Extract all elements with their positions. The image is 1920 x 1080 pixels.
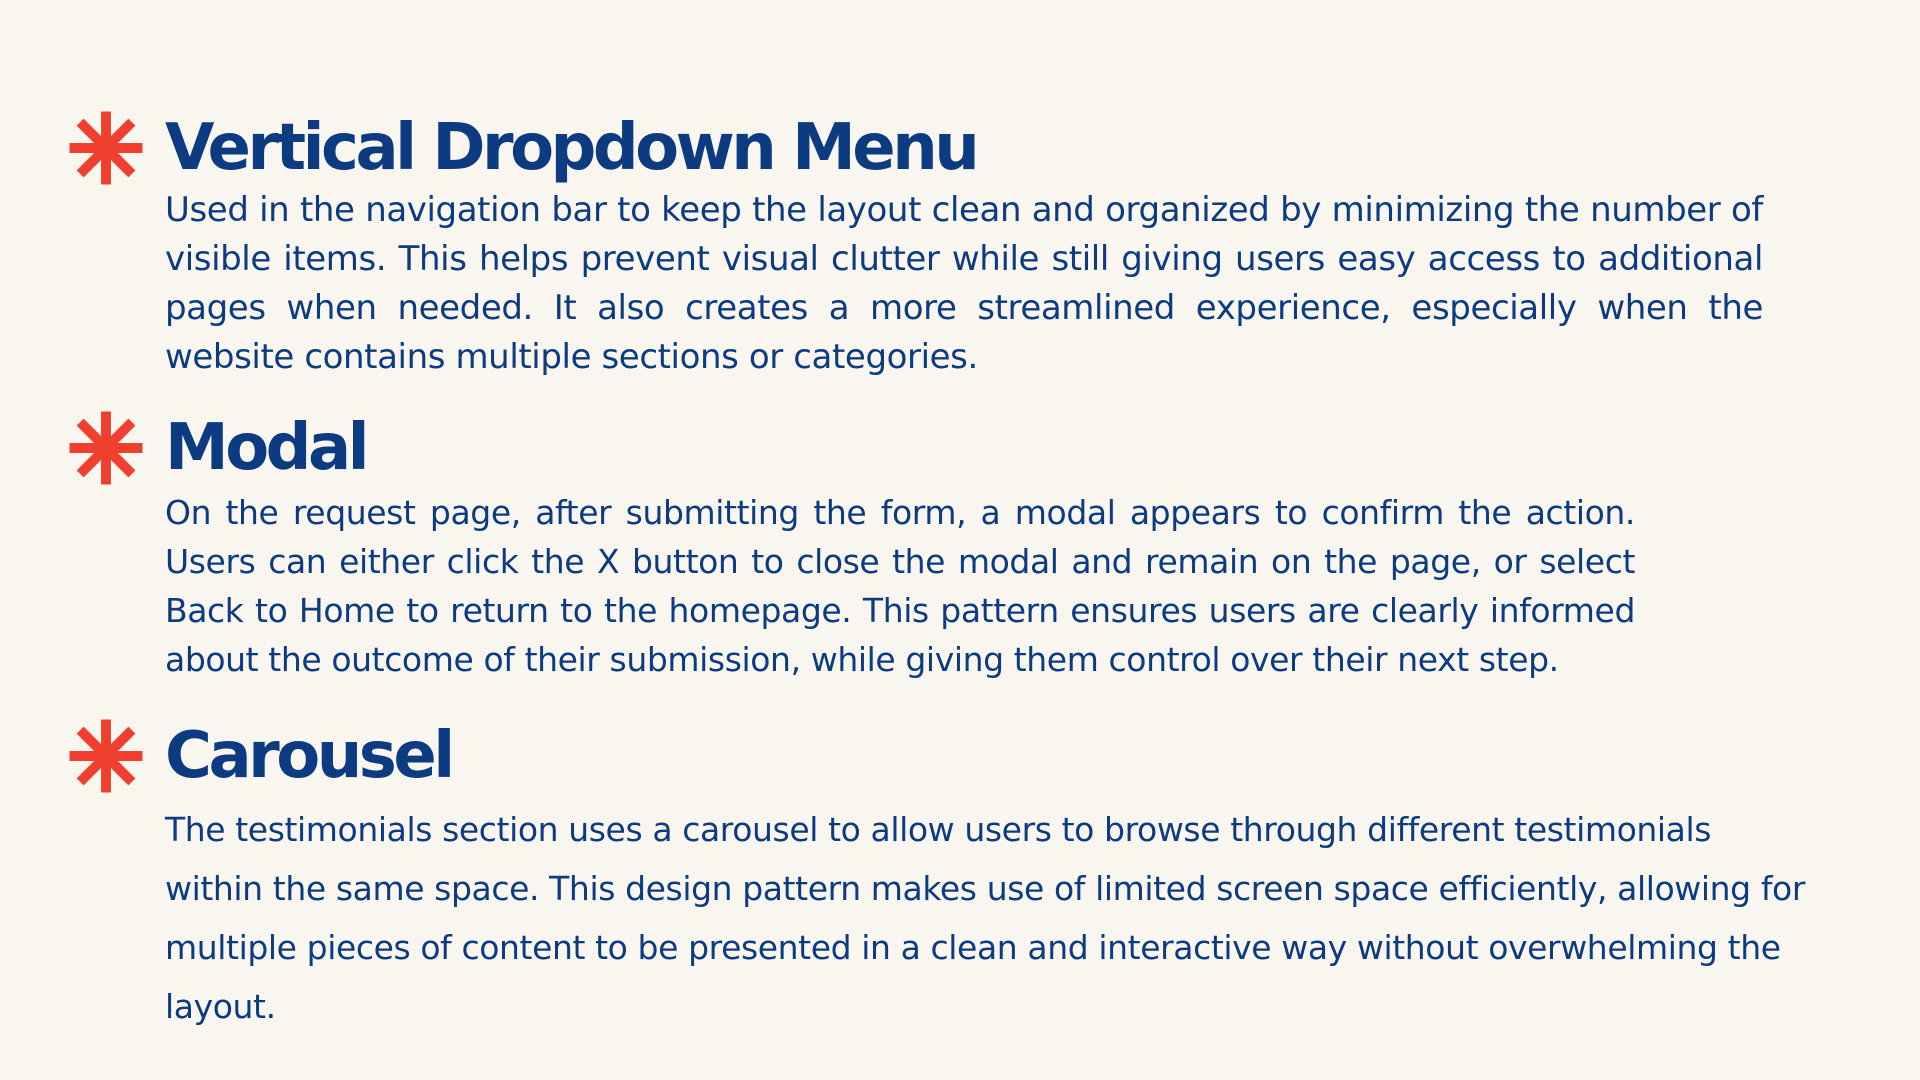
section-body: On the request page, after submitting the form, a modal appears to confirm the action. Users can either click the X button to close the modal and remain on the page, or select Back to Home to return to the homepage. This pattern ensures users are clearly informed about the outcome of their submission, while giving them control over their next step. <box>165 493 1635 679</box>
asterisk-icon <box>68 410 144 486</box>
asterisk-icon <box>68 110 144 186</box>
section-body: The testimonials section uses a carousel to allow users to browse through different testimonials within the same space. This design pattern makes use of limited screen space efficiently, allowing for multiple pieces of content to be presented in a clean and interactive way without overwhelming the layout. <box>165 810 1805 1026</box>
asterisk-icon <box>68 718 144 794</box>
section-body: Used in the navigation bar to keep the layout clean and organized by minimizing the number of visible items. This helps prevent visual clutter while still giving users easy access to additional pages when needed. It also creates a more streamlined experience, especially when the website contains multiple sections or categories. <box>165 190 1763 377</box>
section-title: Vertical Dropdown Menu <box>165 111 977 185</box>
section-title: Carousel <box>165 719 452 793</box>
section-title: Modal <box>165 411 367 485</box>
